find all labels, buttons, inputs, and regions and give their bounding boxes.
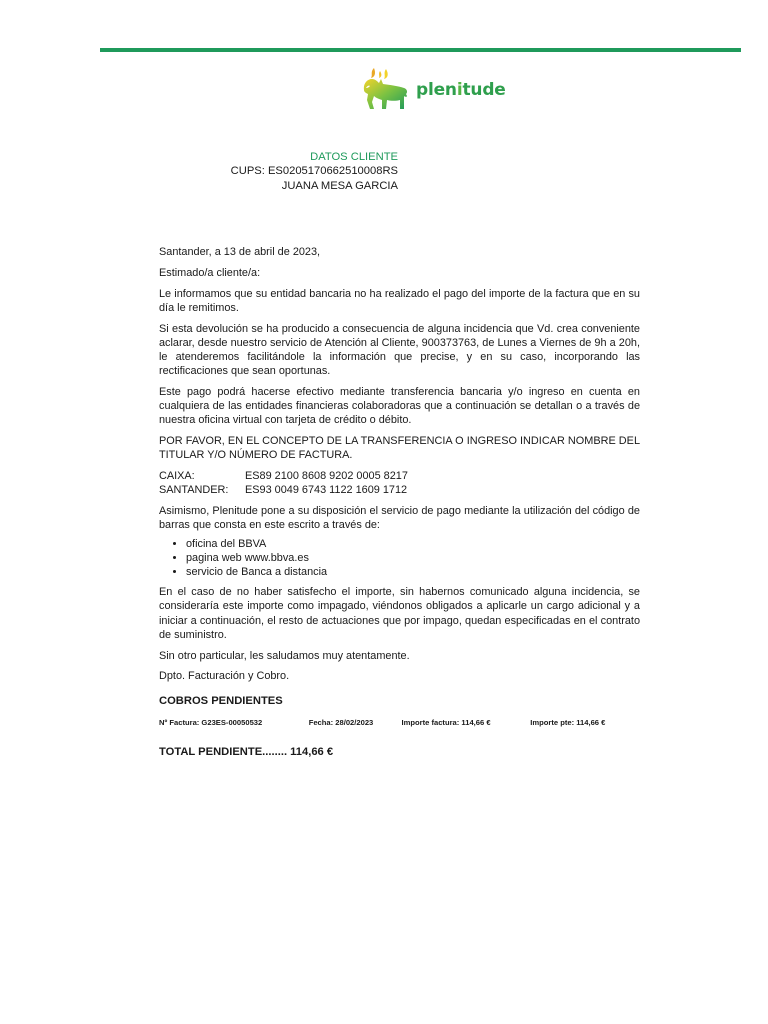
pending-charges-title: COBROS PENDIENTES xyxy=(159,694,283,707)
list-item: • pagina web www.bbva.es xyxy=(186,551,640,565)
list-item: • oficina del BBVA xyxy=(186,537,640,551)
bank-iban: ES89 2100 8608 9202 0005 8217 xyxy=(245,470,408,483)
letter-body xyxy=(159,245,640,759)
invoice-amount: Importe factura: 114,66 € xyxy=(401,717,491,727)
bank-name: CAIXA: xyxy=(159,470,195,483)
total-pending: TOTAL PENDIENTE........ 114,66 € xyxy=(159,746,334,759)
invoice-date: Fecha: 28/02/2023 xyxy=(308,717,374,727)
payment-channels-list xyxy=(159,537,640,580)
paragraph-transfer-instructions: POR FAVOR, EN EL CONCEPTO DE LA TRANSFERENCIA O INGRESO INDICAR NOMBRE DEL TITULAR Y/O NÚMERO DE FACTURA. xyxy=(159,435,640,462)
client-data-block xyxy=(200,150,398,193)
cups-code: CUPS: ES0205170662510008RS xyxy=(230,165,398,178)
brand-wordmark-part: plen xyxy=(416,80,457,100)
paragraph-non-payment-warning: En el caso de no haber satisfecho el importe, sin habernos comunicado alguna incidencia, se consideraría este importe como impagado, viéndonos obligados a aplicarle un cargo adicional y a iniciar a continuación, el resto de actuaciones que por impago, quedan especificadas en el contrato de suministro. xyxy=(159,586,640,641)
paragraph-payment-options: Este pago podrá hacerse efectivo mediante transferencia bancaria y/o ingreso en cuenta en cualquiera de las entidades financieras colaboradoras que a continuación se detallan o a través de nuestra oficina virtual con tarjeta de crédito o débito. xyxy=(159,386,640,427)
client-name: JUANA MESA GARCIA xyxy=(281,179,398,192)
greeting: Estimado/a cliente/a: xyxy=(159,266,261,279)
list-item: • servicio de Banca a distancia xyxy=(186,565,640,579)
bank-row xyxy=(159,469,640,483)
date-line: Santander, a 13 de abril de 2023, xyxy=(159,246,321,258)
paragraph-unpaid-notice: Le informamos que su entidad bancaria no ha realizado el pago del importe de la factura que en su día le remitimos. xyxy=(159,287,640,314)
brand-wordmark-part: i xyxy=(456,80,463,100)
closing-line: Sin otro particular, les saludamos muy atentamente. xyxy=(159,649,410,662)
signature: Dpto. Facturación y Cobro. xyxy=(159,670,290,683)
invoice-row xyxy=(159,716,640,730)
invoice-outstanding: Importe pte: 114,66 € xyxy=(530,717,606,727)
plenitude-logo xyxy=(360,64,506,116)
brand-wordmark-part: tude xyxy=(462,80,506,100)
client-data-heading: DATOS CLIENTE xyxy=(310,151,398,163)
invoice-number: Nº Factura: G23ES-00050532 xyxy=(159,717,263,727)
bank-iban: ES93 0049 6743 1122 1609 1712 xyxy=(245,484,408,497)
bank-name: SANTANDER: xyxy=(159,484,229,497)
paragraph-barcode-payment: Asimismo, Plenitude pone a su disposición el servicio de pago mediante la utilización del código de barras que consta en este escrito a través de: xyxy=(159,505,640,532)
dog-icon xyxy=(360,66,410,114)
header-rule xyxy=(100,48,741,52)
bank-accounts xyxy=(159,469,640,497)
brand-wordmark xyxy=(416,80,506,100)
bank-row xyxy=(159,483,640,497)
paragraph-customer-service: Si esta devolución se ha producido a consecuencia de alguna incidencia que Vd. crea conveniente aclarar, desde nuestro servicio de Atención al Cliente, 900373763, de Lunes a Viernes de 9h a 20h, le atenderemos facilitándole la información que precise, y en su caso, incorporando las rectificaciones que sean oportunas. xyxy=(159,322,640,378)
